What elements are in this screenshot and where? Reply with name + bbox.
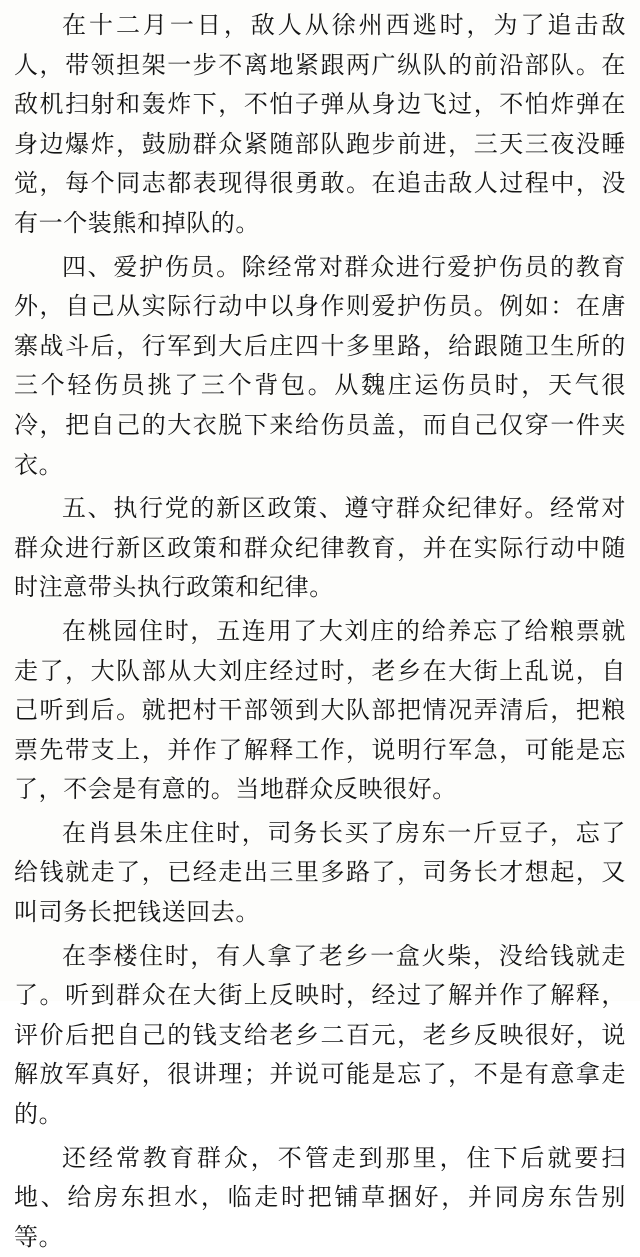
paragraph-lilou: 在李楼住时，有人拿了老乡一盒火柴，没给钱就走了。听到群众在大街上反映时，经过了解并作了解释，评价后把自己的钱支给老乡二百元，老乡反映很好，说解放军真好，很讲理；并说可能是忘了，不是有意拿走的。 — [14, 941, 626, 1129]
paragraph-xiaoxian: 在肖县朱庄住时，司务长买了房东一斤豆子，忘了给钱就走了，已经走出三里多路了，司务长才想起，又叫司务长把钱送回去。 — [14, 818, 626, 927]
paragraph-education: 还经常教育群众，不管走到那里，住下后就要扫地、给房东担水，临走时把铺草捆好，并同房东告别等。 — [14, 1143, 626, 1251]
paragraph-policy-discipline: 五、执行党的新区政策、遵守群众纪律好。经常对群众进行新区政策和群众纪律教育，并在实际行动中随时注意带头执行政策和纪律。 — [14, 494, 626, 602]
paragraph-taoyuan: 在桃园住时，五连用了大刘庄的给养忘了给粮票就走了，大队部从大刘庄经过时，老乡在大街上乱说，自己听到后。就把村干部领到大队部把情况弄清后，把粮票先带支上，并作了解释工作，说明行军急，可能是忘了，不会是有意的。当地群众反映很好。 — [14, 616, 626, 804]
paragraph-care-for-wounded: 四、爱护伤员。除经常对群众进行爱护伤员的教育外，自己从实际行动中以身作则爱护伤员。例如：在唐寨战斗后，行军到大后庄四十多里路，给跟随卫生所的三个轻伤员挑了三个背包。从魏庄运伤员时，天气很冷，把自己的大衣脱下来给伤员盖，而自己仅穿一件夹衣。 — [14, 252, 626, 479]
paragraph-pursuit: 在十二月一日，敌人从徐州西逃时，为了追击敌人，带领担架一步不离地紧跟两广纵队的前沿部队。在敌机扫射和轰炸下，不怕子弹从身边飞过，不怕炸弹在身边爆炸，鼓励群众紧随部队跑步前进，三天三夜没睡觉，每个同志都表现得很勇敢。在追击敌人过程中，没有一个装熊和掉队的。 — [14, 11, 626, 237]
